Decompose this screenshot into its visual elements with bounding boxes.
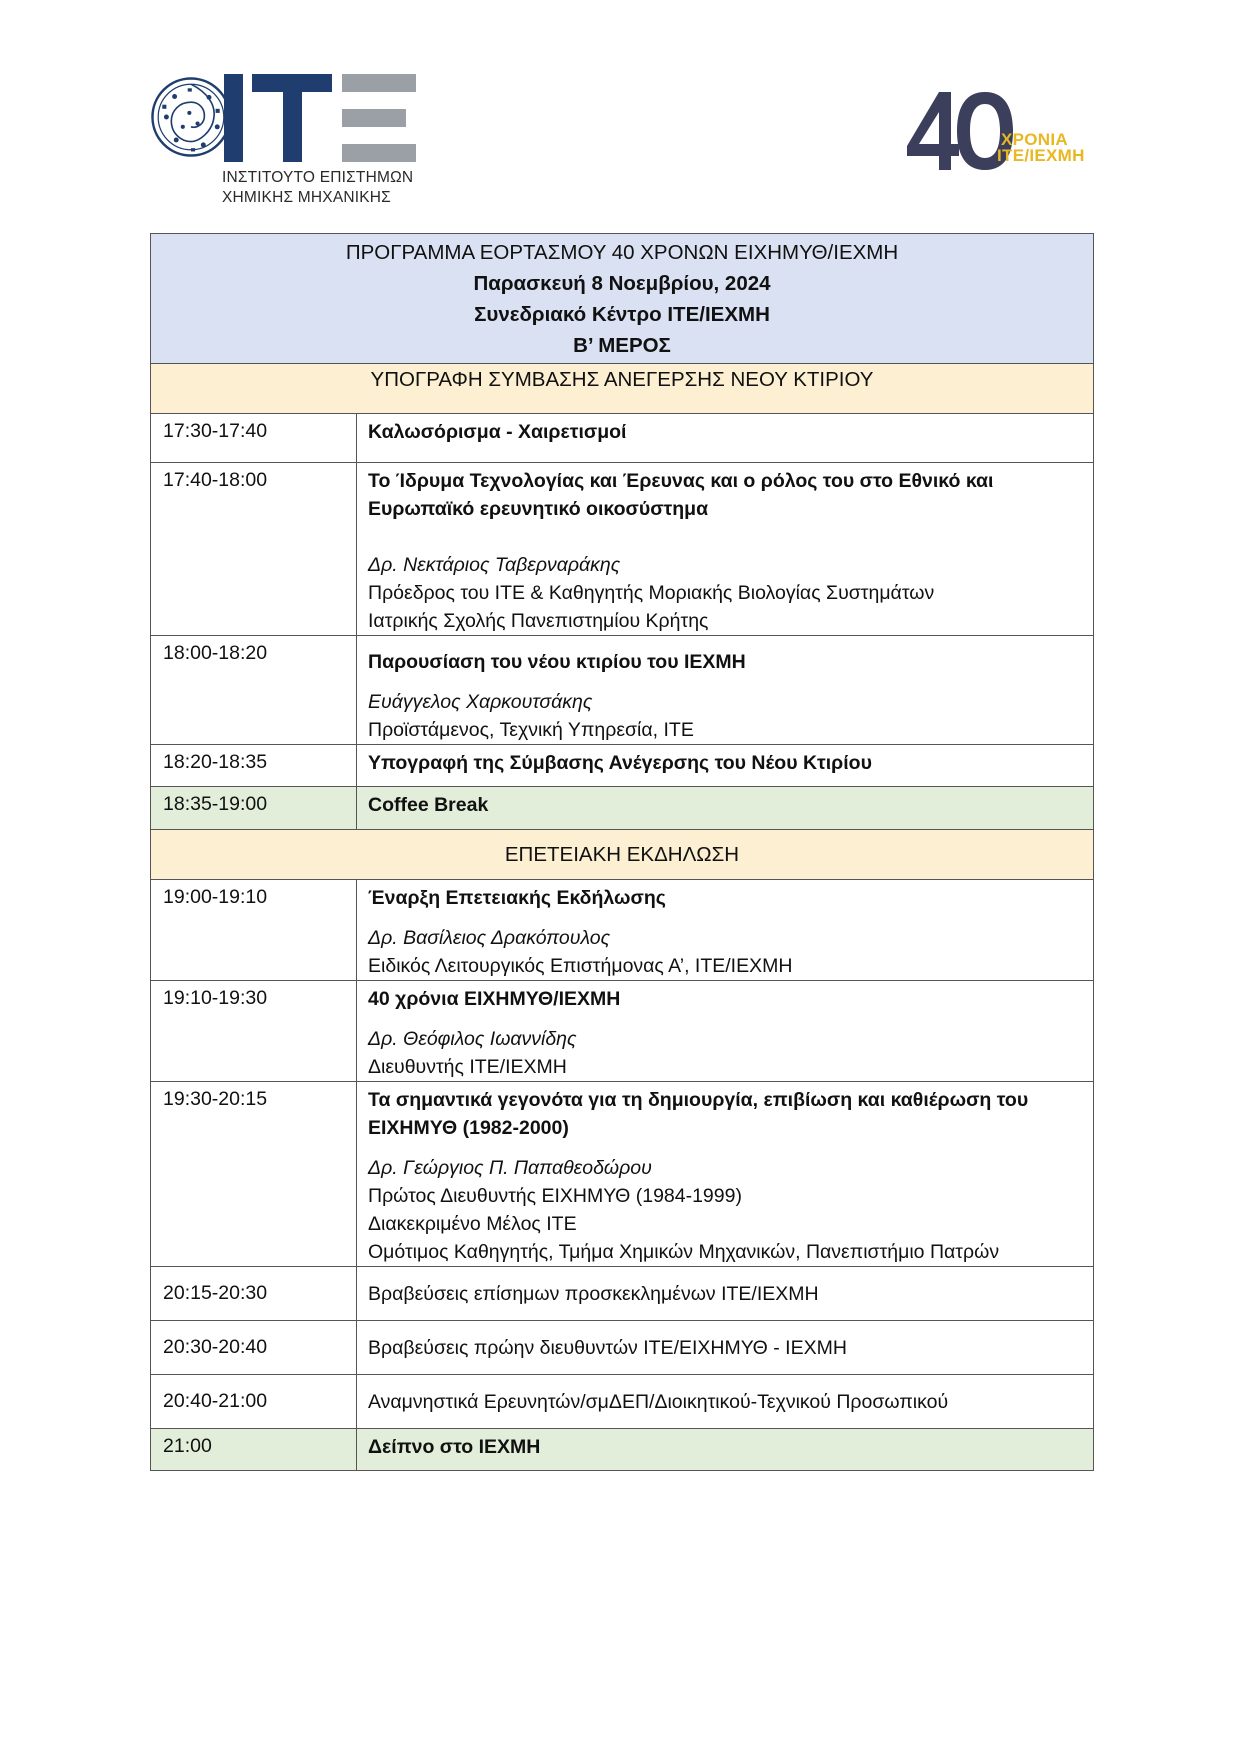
- program-table: [150, 233, 1094, 1471]
- row-title-line1: Το Ίδρυμα Τεχνολογίας και Έρευνας και ο ρόλος του στο Εθνικό και: [368, 470, 994, 492]
- row-title: Έναρξη Επετειακής Εκδήλωσης: [368, 887, 666, 909]
- table-row: [151, 745, 1094, 787]
- table-row: [151, 1267, 1094, 1321]
- row-time: 20:30-20:40: [151, 1321, 357, 1375]
- row-content: [357, 1082, 1094, 1267]
- row-speaker-role: Ιατρικής Σχολής Πανεπιστημίου Κρήτης: [368, 610, 709, 632]
- table-row: [151, 1429, 1094, 1471]
- row-content: [357, 981, 1094, 1082]
- row-speaker-role: Ομότιμος Καθηγητής, Τμήμα Χημικών Μηχανικών, Πανεπιστήμιο Πατρών: [368, 1241, 1000, 1263]
- section-title-anniversary: ΕΠΕΤΕΙΑΚΗ ΕΚΔΗΛΩΣΗ: [151, 830, 1094, 880]
- forty-years-org: ITE/IEXMH: [997, 146, 1085, 165]
- row-title: Αναμνηστικά Ερευνητών/σμΔΕΠ/Διοικητικού-Τεχνικού Προσωπικού: [357, 1375, 1094, 1429]
- row-title: Βραβεύσεις επίσημων προσκεκλημένων ΙΤΕ/ΙΕΧΜΗ: [357, 1267, 1094, 1321]
- row-time: 18:20-18:35: [151, 745, 357, 787]
- section-title-signing: ΥΠΟΓΡΑΦΗ ΣΥΜΒΑΣΗΣ ΑΝΕΓΕΡΣΗΣ ΝΕΟΥ ΚΤΙΡΙΟΥ: [151, 364, 1094, 414]
- table-row: [151, 880, 1094, 981]
- row-title: Coffee Break: [357, 787, 1094, 830]
- row-time: 17:40-18:00: [151, 463, 357, 636]
- program-title: ΠΡΟΓΡΑΜΜΑ ΕΟΡΤΑΣΜΟΥ 40 ΧΡΟΝΩΝ ΕΙΧΗΜΥΘ/ΙΕΧΜΗ: [345, 241, 899, 264]
- section-row: [151, 830, 1094, 880]
- row-speaker: Δρ. Βασίλειος Δρακόπουλος: [368, 927, 611, 949]
- table-row: [151, 1375, 1094, 1429]
- row-title-line2: ΕΙΧΗΜΥΘ (1982-2000): [368, 1117, 569, 1139]
- row-title: Δείπνο στο ΙΕΧΜΗ: [357, 1429, 1094, 1471]
- row-time: 19:00-19:10: [151, 880, 357, 981]
- institute-name-line1: ΙΝΣΤΙΤΟΥΤΟ ΕΠΙΣΤΗΜΩΝ: [222, 169, 414, 186]
- program-date: Παρασκευή 8 Νοεμβρίου, 2024: [473, 272, 771, 295]
- row-title: Βραβεύσεις πρώην διευθυντών ΙΤΕ/ΕΙΧΗΜΥΘ - ΙΕΧΜΗ: [357, 1321, 1094, 1375]
- row-speaker-role: Διακεκριμένο Μέλος ΙΤΕ: [368, 1213, 577, 1235]
- forty-years-word: ΧΡΟΝΙΑ: [1001, 130, 1068, 149]
- row-speaker-role: Διευθυντής ΙΤΕ/ΙΕΧΜΗ: [368, 1056, 567, 1078]
- row-title: Υπογραφή της Σύμβασης Ανέγερσης του Νέου Κτιρίου: [357, 745, 1094, 787]
- forty-years-logo: [905, 88, 1105, 178]
- row-content: [357, 880, 1094, 981]
- row-title: 40 χρόνια ΕΙΧΗΜΥΘ/ΙΕΧΜΗ: [368, 988, 621, 1010]
- row-speaker: Ευάγγελος Χαρκουτσάκης: [368, 691, 593, 713]
- ite-letters-logo: [224, 74, 514, 162]
- row-content: [357, 463, 1094, 636]
- row-speaker-role: Πρόεδρος του ΙΤΕ & Καθηγητής Μοριακής Βιολογίας Συστημάτων: [368, 582, 935, 604]
- phaistos-disc-icon: [150, 76, 232, 158]
- row-speaker: Δρ. Θεόφιλος Ιωαννίδης: [368, 1028, 577, 1050]
- institute-name-line2: ΧΗΜΙΚΗΣ ΜΗΧΑΝΙΚΗΣ: [222, 189, 391, 206]
- program-header: [151, 234, 1094, 364]
- table-row: [151, 1321, 1094, 1375]
- row-time: 17:30-17:40: [151, 414, 357, 463]
- row-content: [357, 636, 1094, 745]
- program-part: Β’ ΜΕΡΟΣ: [573, 334, 671, 357]
- row-time: 18:35-19:00: [151, 787, 357, 830]
- row-time: 20:15-20:30: [151, 1267, 357, 1321]
- ite-logo: [150, 72, 414, 212]
- row-title-line2: Ευρωπαϊκό ερευνητικό οικοσύστημα: [368, 498, 709, 520]
- row-title-line1: Τα σημαντικά γεγονότα για τη δημιουργία, επιβίωση και καθιέρωση του: [368, 1089, 1029, 1111]
- row-speaker: Δρ. Γεώργιος Π. Παπαθεοδώρου: [368, 1157, 652, 1179]
- row-speaker-role: Προϊστάμενος, Τεχνική Υπηρεσία, ΙΤΕ: [368, 719, 694, 741]
- row-time: 21:00: [151, 1429, 357, 1471]
- row-speaker-role: Πρώτος Διευθυντής ΕΙΧΗΜΥΘ (1984-1999): [368, 1185, 742, 1207]
- table-row: [151, 414, 1094, 463]
- row-time: 20:40-21:00: [151, 1375, 357, 1429]
- institute-name: [222, 168, 413, 208]
- row-title: Παρουσίαση του νέου κτιρίου του ΙΕΧΜΗ: [368, 651, 746, 673]
- table-row: [151, 787, 1094, 830]
- table-row: [151, 981, 1094, 1082]
- row-time: 18:00-18:20: [151, 636, 357, 745]
- table-row: [151, 463, 1094, 636]
- section-row: [151, 364, 1094, 414]
- table-row: [151, 636, 1094, 745]
- row-time: 19:10-19:30: [151, 981, 357, 1082]
- program-venue: Συνεδριακό Κέντρο ΙΤΕ/ΙΕΧΜΗ: [474, 303, 770, 326]
- row-time: 19:30-20:15: [151, 1082, 357, 1267]
- header-row: [151, 234, 1094, 364]
- row-speaker: Δρ. Νεκτάριος Ταβερναράκης: [368, 554, 621, 576]
- table-row: [151, 1082, 1094, 1267]
- row-speaker-role: Ειδικός Λειτουργικός Επιστήμονας Α’, ΙΤΕ/ΙΕΧΜΗ: [368, 955, 793, 977]
- row-title: Καλωσόρισμα - Χαιρετισμοί: [357, 414, 1094, 463]
